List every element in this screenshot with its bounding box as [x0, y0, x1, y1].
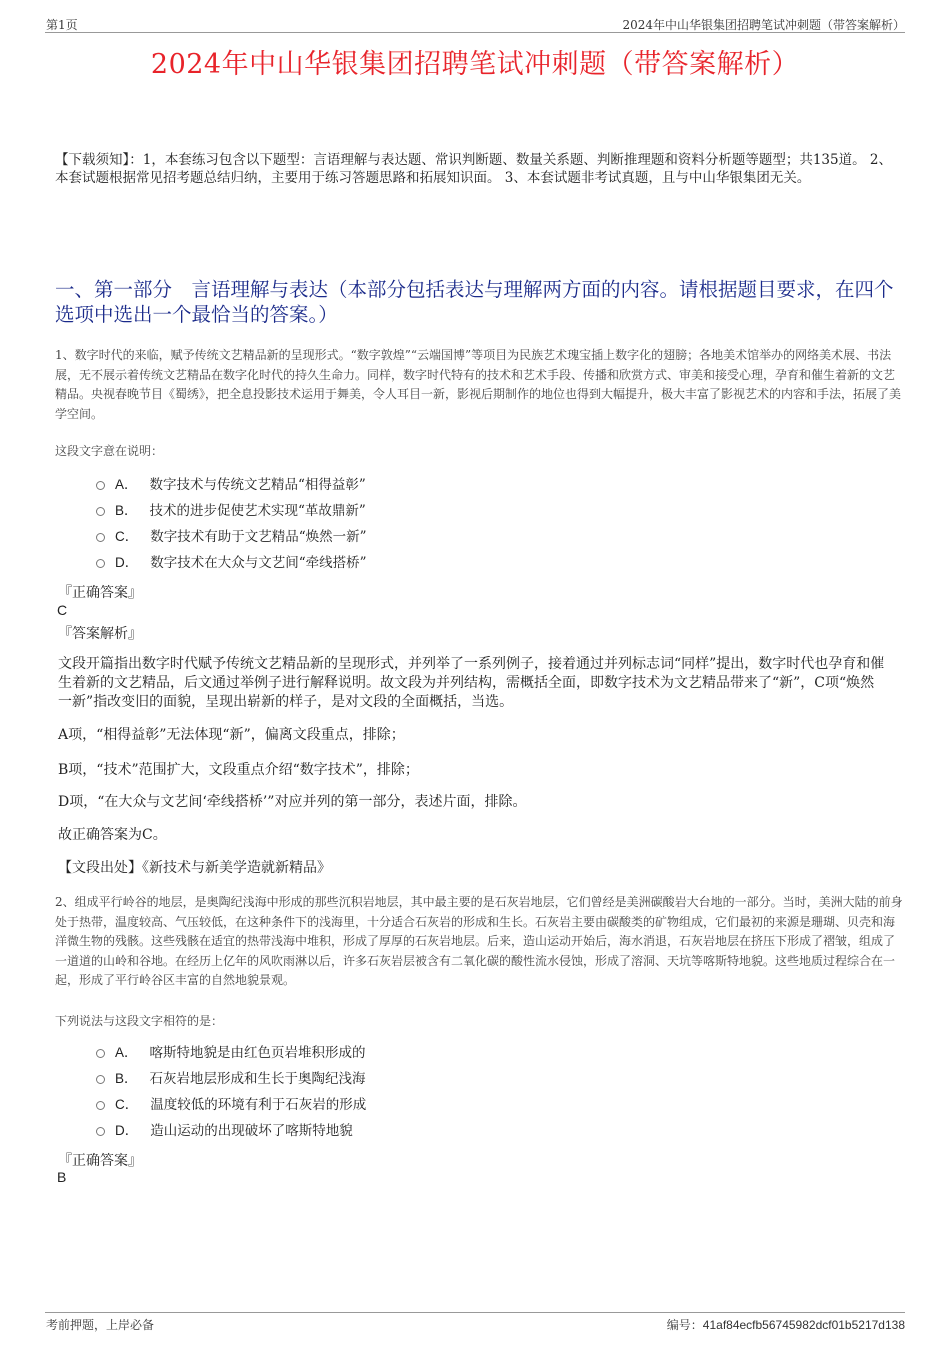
option-letter: D．: [115, 555, 139, 570]
option-letter: C．: [115, 529, 139, 544]
question-1-analysis-b: B项，“技术”范围扩大，文段重点介绍“数字技术”，排除；: [58, 762, 419, 778]
question-2-option-a[interactable]: [96, 1043, 366, 1063]
footer-code-label: 编号：: [666, 1318, 703, 1332]
question-1-answer: C: [57, 602, 68, 618]
download-notice: 【下载须知】：1，本套练习包含以下题型：言语理解与表达题、常识判断题、数量关系题、判断推理题和资料分析题等题型；共135道。 2、本套试题根据常见招考题总结归纳，主要用于练习答题思路和拓展知识面。 3、本套试题非考试真题，且与中山华银集团无关。: [55, 152, 892, 186]
question-2-stem: 2、组成平行岭谷的地层，是奥陶纪浅海中形成的那些沉积岩地层，其中最主要的是石灰岩地层，它们曾经是美洲碳酸岩大台地的一部分。当时，美洲大陆的前身处于热带，温度较高、气压较低，在这种条件下的浅海里，十分适合石灰岩的形成和生长。石灰岩主要由碳酸类的矿物组成，它们最初的来源是珊瑚、贝壳和海洋微生物的残骸。这些残骸在适宜的热带浅海中堆积，形成了厚厚的石灰岩地层。后来，造山运动开始后，海水消退，石灰岩地层在挤压下形成了褶皱，组成了一道道的山岭和谷地。在经历上亿年的风吹雨淋以后，许多石灰岩层被含有二氧化碳的酸性流水侵蚀，形成了溶洞、天坑等喀斯特地貌。这些地质过程综合在一起，形成了平行岭谷区丰富的自然地貌景观。: [55, 895, 903, 987]
option-text: 温度较低的环境有利于石灰岩的形成: [150, 1097, 367, 1113]
question-2-option-d[interactable]: [96, 1121, 353, 1141]
page-title: 2024年中山华银集团招聘笔试冲刺题（带答案解析）: [150, 49, 800, 80]
question-2-answer: B: [57, 1169, 67, 1185]
page-number: 第1页: [46, 18, 78, 32]
question-1-prompt: 这段文字意在说明：: [55, 444, 164, 458]
question-1-analysis-label: 『答案解析』: [58, 626, 142, 642]
footer-code: [667, 1316, 905, 1333]
question-1-option-d[interactable]: [96, 553, 367, 573]
question-1-analysis-a: A项，“相得益彰”无法体现“新”，偏离文段重点，排除；: [58, 727, 405, 743]
header-doc-title: 2024年中山华银集团招聘笔试冲刺题（带答案解析）: [622, 18, 905, 32]
question-1-option-a[interactable]: [96, 475, 366, 495]
radio-icon[interactable]: [96, 1049, 105, 1058]
question-1-analysis-d: D项，“在大众与文艺间‘牵线搭桥’”对应并列的第一部分，表述片面，排除。: [58, 794, 527, 810]
question-1-answer-label: 『正确答案』: [58, 585, 142, 601]
option-letter: A．: [115, 1045, 138, 1060]
footer-divider: [45, 1312, 905, 1313]
option-letter: C．: [115, 1097, 139, 1112]
radio-icon[interactable]: [96, 1075, 105, 1084]
option-letter: B．: [115, 503, 138, 518]
question-1-source: 【文段出处】《新技术与新美学造就新精品》: [58, 860, 331, 876]
radio-icon[interactable]: [96, 1101, 105, 1110]
option-text: 数字技术与传统文艺精品“相得益彰”: [149, 477, 366, 493]
option-letter: A．: [115, 477, 138, 492]
question-1-option-b[interactable]: [96, 501, 366, 521]
radio-icon[interactable]: [96, 533, 105, 542]
question-2-answer-label: 『正确答案』: [58, 1153, 142, 1169]
question-1-option-c[interactable]: [96, 527, 367, 547]
option-letter: D．: [115, 1123, 139, 1138]
option-text: 技术的进步促使艺术实现“革故鼎新”: [149, 503, 366, 519]
question-2-option-b[interactable]: [96, 1069, 366, 1089]
option-text: 数字技术在大众与文艺间“牵线搭桥”: [150, 555, 367, 571]
question-1-analysis-main: 文段开篇指出数字时代赋予传统文艺精品新的呈现形式，并列举了一系列例子，接着通过并列标志词“同样”提出，数字时代也孕育和催生着新的文艺精品，后文通过举例子进行解释说明。故文段为并列结构，需概括全面，即数字技术为文艺精品带来了“新”，C项“焕然一新”指改变旧的面貌，呈现出崭新的样子，是对文段的全面概括，当选。: [58, 656, 885, 710]
radio-icon[interactable]: [96, 559, 105, 568]
option-text: 造山运动的出现破坏了喀斯特地貌: [150, 1123, 353, 1139]
option-text: 喀斯特地貌是由红色页岩堆积形成的: [149, 1045, 366, 1061]
question-2-option-c[interactable]: [96, 1095, 366, 1115]
header-divider: [45, 32, 905, 33]
option-text: 石灰岩地层形成和生长于奥陶纪浅海: [149, 1071, 366, 1087]
radio-icon[interactable]: [96, 481, 105, 490]
question-1-stem: 1、数字时代的来临，赋予传统文艺精品新的呈现形式。“数字敦煌”“云端国博”等项目为民族艺术瑰宝插上数字化的翅膀；各地美术馆举办的网络美术展、书法展，无不展示着传统文艺精品在数字化时代的持久生命力。同样，数字时代特有的技术和艺术手段、传播和欣赏方式、审美和接受心理，孕育和催生着新的文艺精品。央视春晚节目《蜀绣》，把全息投影技术运用于舞美，令人耳目一新，影视后期制作的地位也得到大幅提升，极大丰富了影视艺术的内容和手法，拓展了美学空间。: [55, 348, 902, 421]
footer-code-value: 41af84ecfb56745982dcf01b5217d138: [702, 1318, 905, 1332]
question-2-prompt: 下列说法与这段文字相符的是：: [55, 1014, 224, 1028]
footer-slogan: 考前押题，上岸必备: [46, 1318, 155, 1332]
radio-icon[interactable]: [96, 507, 105, 516]
option-letter: B．: [115, 1071, 138, 1086]
question-1-analysis-conclusion: 故正确答案为C。: [58, 827, 167, 843]
section-heading: 一、第一部分 言语理解与表达（本部分包括表达与理解两方面的内容。请根据题目要求，在四个选项中选出一个最恰当的答案。）: [55, 278, 894, 326]
option-text: 数字技术有助于文艺精品“焕然一新”: [150, 529, 367, 545]
radio-icon[interactable]: [96, 1127, 105, 1136]
